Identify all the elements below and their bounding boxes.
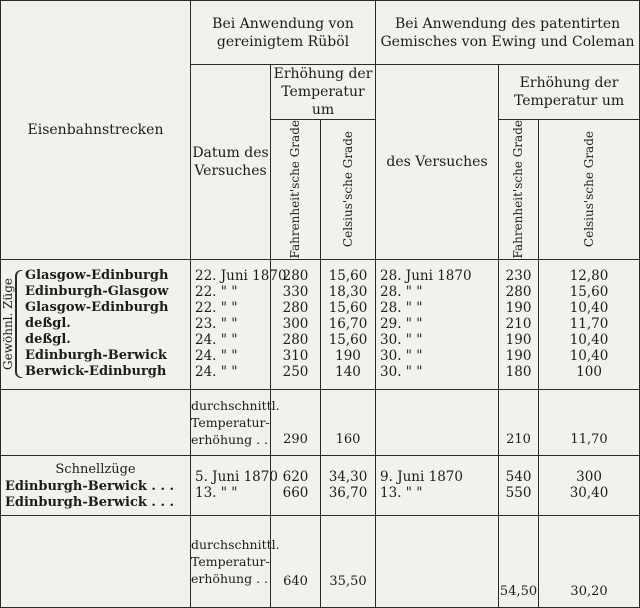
express-route-list	[1, 479, 190, 511]
fahrenheit-value: 190	[505, 332, 532, 349]
fahrenheit-value: 280	[282, 300, 309, 317]
test-date: 13. " "	[380, 485, 423, 502]
route-name: Edinburgh-Berwick . . .	[5, 478, 175, 494]
celsius-value: 16,70	[328, 316, 368, 333]
fahrenheit-value: 550	[505, 485, 532, 502]
avg2-f1: 640	[271, 515, 321, 607]
fahrenheit-list-2	[499, 259, 539, 389]
route-header: Eisenbahnstrecken	[1, 1, 191, 260]
fahrenheit-value: 280	[282, 332, 309, 349]
express-celsius-2	[539, 455, 640, 515]
celsius-header-1: Celsius'sche Grade	[321, 120, 376, 260]
test-date: 28. " "	[380, 284, 423, 301]
celsius-header-2: Celsius'sche Grade	[539, 120, 640, 260]
route-name: Berwick-Edinburgh	[25, 364, 167, 380]
celsius-value: 34,30	[328, 469, 368, 486]
test-date: 23. " "	[195, 316, 238, 333]
fahrenheit-value: 280	[282, 268, 309, 285]
side-label: Gewöhnl. Züge	[0, 278, 15, 371]
express-fahrenheit-2	[499, 455, 539, 515]
celsius-value: 18,30	[328, 284, 368, 301]
celsius-value: 15,60	[328, 332, 368, 349]
group-header-mixture: Bei Anwendung des patentirten Gemisches von Ewing und Coleman	[376, 1, 640, 65]
celsius-value: 300	[576, 469, 602, 486]
fahrenheit-value: 310	[282, 348, 309, 365]
celsius-value: 15,60	[328, 300, 368, 317]
test-date: 24. " "	[195, 348, 238, 365]
group-header-oil: Bei Anwendung von gereinigtem Rüböl	[191, 1, 376, 65]
date-header-1: Datum des Versuches	[191, 65, 271, 260]
test-date: 22. " "	[195, 284, 238, 301]
fahrenheit-value: 280	[505, 284, 532, 301]
test-date: 22. " "	[195, 300, 238, 317]
routes-cell-2	[1, 455, 191, 515]
avg2-c2: 30,20	[539, 515, 640, 607]
fahrenheit-value: 210	[505, 316, 532, 333]
route-name: Edinburgh-Berwick . . .	[5, 494, 175, 510]
temp-header-1: Erhöhung der Temperatur um	[271, 65, 376, 120]
express-celsius-1	[321, 455, 376, 515]
celsius-value: 190	[335, 348, 361, 365]
celsius-list-1	[321, 259, 376, 389]
fahrenheit-value: 190	[505, 300, 532, 317]
express-dates-2	[376, 455, 499, 515]
route-list	[22, 268, 168, 380]
celsius-value: 10,40	[569, 300, 609, 317]
avg1-f2: 210	[499, 389, 539, 455]
celsius-list-2	[539, 259, 640, 389]
blank-cell	[1, 515, 191, 607]
avg1-f1: 290	[271, 389, 321, 455]
blank-cell	[1, 389, 191, 455]
blank-cell	[376, 515, 499, 607]
celsius-value: 100	[576, 364, 602, 381]
celsius-value: 36,70	[328, 485, 368, 502]
express-dates-1	[191, 455, 278, 515]
dates-list-2	[376, 259, 499, 389]
express-fahrenheit-1	[271, 455, 321, 515]
route-name: deßgl.	[25, 316, 71, 332]
brace-icon	[15, 270, 22, 378]
fahrenheit-header-1: Fahrenheit'sche Grade	[271, 120, 321, 260]
avg2-f2: 54,50	[499, 515, 539, 607]
test-date: 24. " "	[195, 332, 238, 349]
test-date: 30. " "	[380, 332, 423, 349]
fahrenheit-header-2: Fahrenheit'sche Grade	[499, 120, 539, 260]
route-name: Glasgow-Edinburgh	[25, 300, 169, 316]
celsius-value: 15,60	[569, 284, 609, 301]
test-date: 13. " "	[195, 485, 238, 502]
fahrenheit-value: 330	[282, 284, 309, 301]
celsius-value: 30,40	[569, 485, 609, 502]
test-date: 29. " "	[380, 316, 423, 333]
express-title: Schnellzüge	[55, 461, 136, 477]
fahrenheit-value: 300	[282, 316, 309, 333]
route-name: deßgl.	[25, 332, 71, 348]
dates-list-1	[191, 259, 287, 389]
average-label-1: durchschnittl. Temperatur-erhöhung . .	[191, 389, 271, 455]
celsius-value: 15,60	[328, 268, 368, 285]
test-date: 22. Juni 1870	[195, 268, 287, 285]
celsius-value: 11,70	[569, 316, 609, 333]
temp-header-2: Erhöhung der Temperatur um	[499, 65, 640, 120]
celsius-value: 10,40	[569, 348, 609, 365]
test-date: 30. " "	[380, 348, 423, 365]
fahrenheit-value: 620	[282, 469, 309, 486]
fahrenheit-value: 180	[505, 364, 532, 381]
celsius-value: 12,80	[569, 268, 609, 285]
test-date: 24. " "	[195, 364, 238, 381]
route-name: Glasgow-Edinburgh	[25, 268, 169, 284]
test-date: 9. Juni 1870	[380, 469, 463, 486]
celsius-value: 10,40	[569, 332, 609, 349]
avg2-c1: 35,50	[321, 515, 376, 607]
route-name: Edinburgh-Glasgow	[25, 284, 169, 300]
date-header-2: des Versuches	[376, 65, 499, 260]
fahrenheit-value: 660	[282, 485, 309, 502]
avg1-c1: 160	[321, 389, 376, 455]
fahrenheit-value: 190	[505, 348, 532, 365]
average-label-2: durchschnittl. Temperatur-erhöhung . .	[191, 515, 271, 607]
celsius-value: 140	[335, 364, 361, 381]
route-name: Edinburgh-Berwick	[25, 348, 167, 364]
routes-cell-1	[1, 259, 191, 389]
test-date: 30. " "	[380, 364, 423, 381]
fahrenheit-value: 230	[505, 268, 532, 285]
blank-cell	[376, 389, 499, 455]
test-date: 28. Juni 1870	[380, 268, 472, 285]
fahrenheit-value: 250	[282, 364, 309, 381]
test-date: 5. Juni 1870	[195, 469, 278, 486]
fahrenheit-value: 540	[505, 469, 532, 486]
test-date: 28. " "	[380, 300, 423, 317]
avg1-c2: 11,70	[539, 389, 640, 455]
